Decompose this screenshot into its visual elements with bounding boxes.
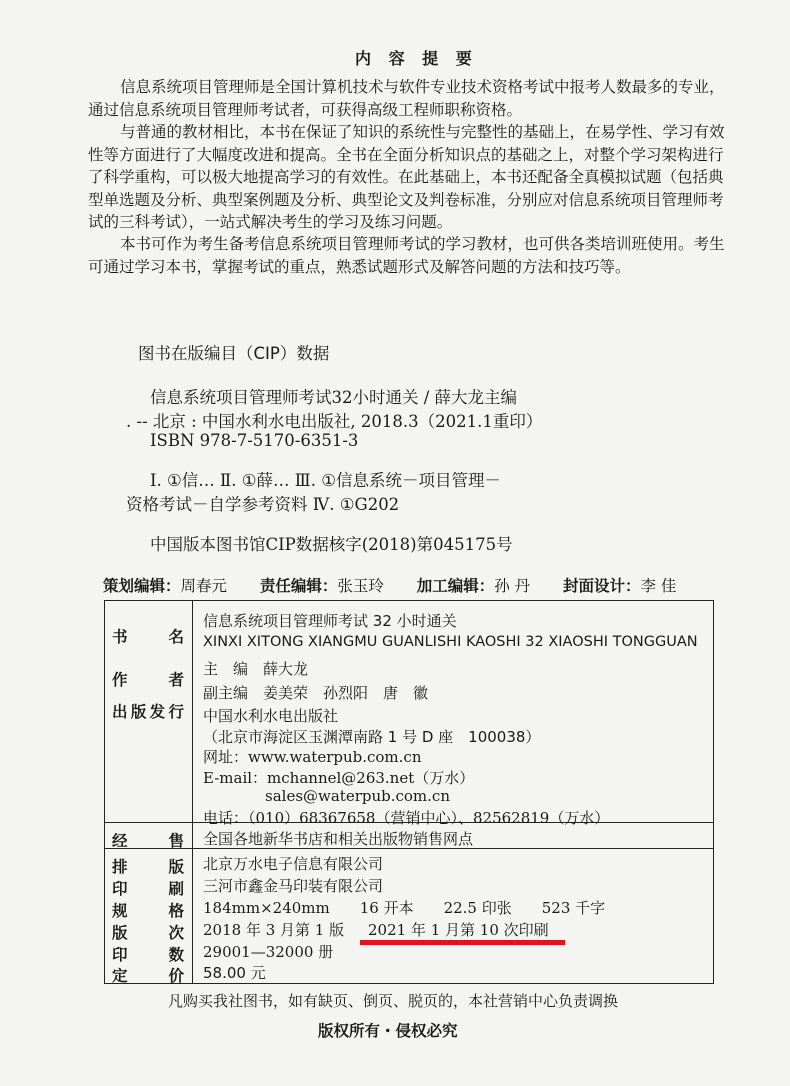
label-edition: 版次: [112, 924, 184, 942]
planning-editor-name: 周春元: [180, 577, 228, 595]
label-spec: 规格: [112, 902, 184, 920]
responsible-editor-label: 责任编辑：: [259, 577, 338, 595]
label-publisher: 出版发行: [112, 703, 184, 721]
book-title-cn: 信息系统项目管理师考试 32 小时通关: [203, 612, 457, 630]
publisher-email-1: E-mail：mchannel@263.net（万水）: [203, 769, 475, 787]
label-print-count: 印数: [112, 946, 184, 964]
publisher-email-2: sales@waterpub.com.cn: [265, 787, 450, 805]
label-price: 定价: [112, 967, 184, 985]
publisher-phone: 电话：（010）68367658（营销中心）、82562819（万水）: [203, 809, 610, 827]
cip-title: 图书在版编目（CIP）数据: [138, 344, 330, 363]
label-printing: 印刷: [112, 880, 184, 898]
highlight-underline: [360, 940, 565, 945]
label-book-name: 书名: [112, 628, 184, 646]
processing-editor-name: 孙 丹: [494, 577, 531, 595]
cip-line-number: 中国版本图书馆CIP数据核字(2018)第045175号: [150, 535, 513, 554]
cip-line-title: 信息系统项目管理师考试32小时通关 / 薛大龙主编: [150, 388, 518, 407]
summary-paragraph-3: 本书可作为考生备考信息系统项目管理师考试的学习教材，也可供各类培训班使用。考生可通过学习本书，掌握考试的重点，熟悉试题形式及解答问题的方法和技巧等。: [88, 235, 725, 276]
chief-editor: 主 编 薛大龙: [203, 660, 309, 678]
editors-line: [103, 574, 676, 596]
cover-designer-label: 封面设计：: [562, 577, 641, 595]
responsible-editor-name: 张玉玲: [337, 577, 384, 595]
sales-outlets: 全国各地新华书店和相关出版物销售网点: [203, 830, 474, 848]
edition-current: 2021 年 1 月第 10 次印刷: [368, 921, 549, 939]
label-author: 作者: [112, 671, 184, 689]
book-spec: 184mm×240mm 16 开本 22.5 印张 523 千字: [203, 899, 606, 917]
table-column-divider: [192, 600, 193, 984]
publisher-website: 网址：www.waterpub.com.cn: [203, 748, 422, 766]
printing-company: 三河市鑫金马印装有限公司: [203, 877, 384, 895]
summary-paragraph-2: 与普通的教材相比，本书在保证了知识的系统性与完整性的基础上，在易学性、学习有效性等方面进行了大幅度改进和提高。全书在全面分析知识点的基础之上，对整个学习架构进行了科学重构，可以极大地提高学习的有效性。在此基础上，本书还配备全真模拟试题（包括典型单选题及分析、典型案例题及分析、典型论文及判卷标准，分别应对信息系统项目管理师考试的三科考试），一站式解决考生的学习及练习问题。: [88, 123, 725, 231]
cip-line-classification: Ⅰ. ①信… Ⅱ. ①薛… Ⅲ. ①信息系统－项目管理－: [150, 471, 501, 490]
publisher-name: 中国水利水电出版社: [203, 707, 339, 725]
cip-line-isbn: ISBN 978-7-5170-6351-3: [150, 431, 359, 450]
book-title-pinyin: XINXI XITONG XIANGMU GUANLISHI KAOSHI 32 XIAOSHI TONGGUAN: [203, 634, 698, 650]
cover-designer-name: 李 佳: [640, 577, 677, 595]
label-typesetting: 排版: [112, 858, 184, 876]
edition-first: 2018 年 3 月第 1 版: [203, 921, 345, 939]
summary-paragraph-1: 信息系统项目管理师是全国计算机技术与软件专业技术资格考试中报考人数最多的专业，通过信息系统项目管理师考试者，可获得高级工程师职称资格。: [88, 78, 725, 119]
price: 58.00 元: [203, 964, 266, 982]
deputy-editors: 副主编 姜美荣 孙烈阳 唐 徽: [203, 684, 429, 702]
footer-notice: 凡购买我社图书，如有缺页、倒页、脱页的，本社营销中心负责调换: [168, 992, 619, 1010]
publisher-address: （北京市海淀区玉渊潭南路 1 号 D 座 100038）: [203, 728, 541, 746]
footer-copyright: 版权所有・侵权必究: [318, 1022, 458, 1040]
typesetting-company: 北京万水电子信息有限公司: [203, 855, 384, 873]
cip-line-classification-cont: 资格考试－自学参考资料 Ⅳ. ①G202: [126, 495, 400, 514]
label-sales: 经售: [112, 832, 184, 850]
print-count: 29001—32000 册: [203, 943, 334, 961]
cip-line-publisher: . -- 北京 : 中国水利水电出版社, 2018.3（2021.1重印）: [126, 412, 543, 431]
planning-editor-label: 策划编辑：: [103, 577, 181, 595]
summary-heading: 内 容 提 要: [355, 49, 478, 68]
processing-editor-label: 加工编辑：: [416, 577, 495, 595]
